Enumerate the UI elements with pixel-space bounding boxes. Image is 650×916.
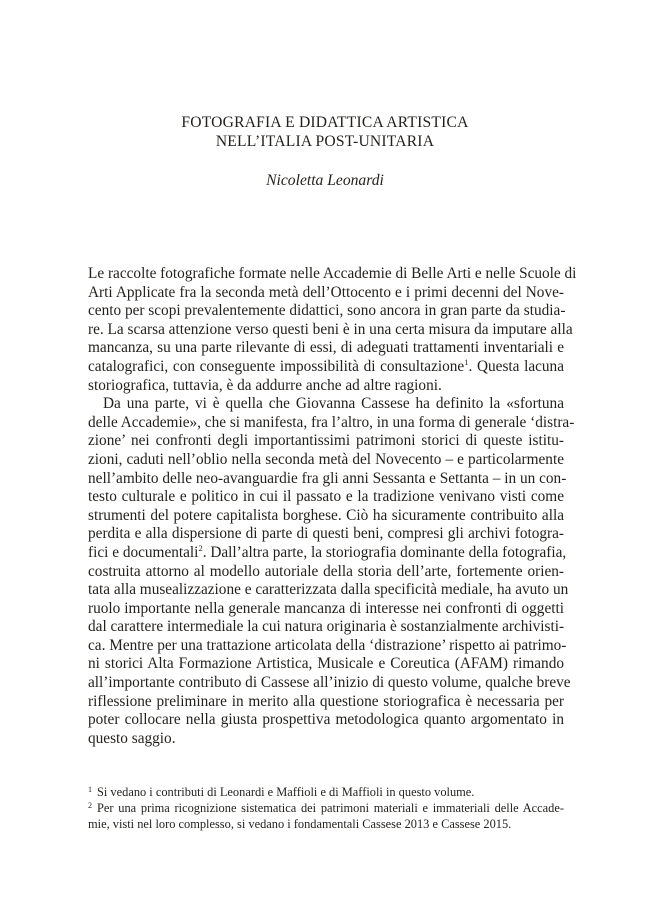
- text-segment: . Dall’altra parte, la storiografia dominante della fotografia,: [202, 543, 567, 561]
- article-body: [88, 265, 577, 748]
- footnote: [88, 784, 564, 800]
- paragraph: [88, 395, 575, 748]
- text-line: tata alla musealizzazione e caratterizzata dalla specificità mediale, ha avuto un: [88, 581, 569, 599]
- text-line: cento per scopi prevalentemente didattici, sono ancora in gran parte da studia-: [88, 302, 566, 320]
- text-line: ruolo importante nella generale mancanza di interesse nei confronti di oggetti: [88, 599, 564, 617]
- text-line: poter collocare nella giusta prospettiva metodologica quanto argomentato in: [88, 711, 564, 729]
- text-line: riflessione preliminare in merito alla questione storiografica è necessaria per: [88, 692, 564, 710]
- article-title: [0, 113, 650, 151]
- text-line: re. La scarsa attenzione verso questi beni è in una certa misura da imputare alla: [88, 320, 573, 338]
- text-line: zione’ nei confronti degli importantissimi patrimoni storici di queste istitu-: [88, 432, 564, 450]
- text-segment: fici e documentali: [88, 543, 199, 561]
- text-line: nell’ambito delle neo-avanguardie fra gli anni Sessanta e Settanta – in un con-: [88, 469, 567, 487]
- text-line: Le raccolte fotografiche formate nelle Accademie di Belle Arti e nelle Scuole di: [88, 265, 577, 282]
- title-line: FOTOGRAFIA E DIDATTICA ARTISTICA: [181, 114, 469, 131]
- footnote-reference[interactable]: 2: [198, 542, 203, 553]
- text-line: [88, 542, 567, 563]
- footnote-mark: 2: [88, 801, 92, 811]
- text-line: delle Accademie», che si manifesta, fra l’altro, in una forma di generale ‘distra-: [88, 413, 575, 431]
- text-line: costruita attorno al modello autoriale della storia dell’arte, fortemente orien-: [88, 562, 564, 580]
- footnote-continuation: mie, visti nel loro complesso, si vedano i fondamentali Cassese 2013 e Cassese 2015.: [88, 817, 512, 832]
- text-line: [88, 358, 564, 377]
- footnote-mark: 1: [88, 785, 92, 794]
- text-line: questo saggio.: [88, 729, 176, 747]
- author-name: Nicoletta Leonardi: [266, 172, 384, 189]
- footnotes: [88, 784, 564, 833]
- text-line: storiografica, tuttavia, è da addurre anche ad altre ragioni.: [88, 376, 442, 394]
- text-line: Da una parte, vi è quella che Giovanna Cassese ha definito la «sfortuna: [103, 395, 564, 413]
- text-line: perdita e alla dispersione di parte di questi beni, compresi gli archivi fotogra-: [88, 525, 564, 543]
- footnote: [88, 800, 564, 816]
- text-line: ca. Mentre per una trattazione articolata della ‘distrazione’ rispetto ai patrimo-: [88, 636, 567, 654]
- text-line: mancanza, su una parte rilevante di essi, di adeguati trattamenti inventariali e: [88, 339, 564, 357]
- text-segment: catalografici, con conseguente impossibilità di consultazione: [88, 357, 465, 375]
- text-line: Arti Applicate fra la seconda metà dell’Ottocento e i primi decenni del Nove-: [88, 283, 564, 301]
- title-line: NELL’ITALIA POST-UNITARIA: [215, 133, 435, 150]
- text-line: dal carattere intermediale la cui natura originaria è sostanzialmente archivisti-: [88, 618, 565, 636]
- text-line: zioni, caduti nell’oblio nella seconda metà del Novecento – e particolarmente: [88, 450, 564, 468]
- text-line: testo culturale e politico in cui il passato e la tradizione venivano visti come: [88, 488, 564, 506]
- footnote-text: Per una prima ricognizione sistematica dei patrimoni materiali e immateriali delle Accade-: [97, 801, 564, 816]
- paragraph: [88, 265, 577, 395]
- text-line: strumenti del potere capitalista borghese. Ciò ha sicuramente contribuito alla: [88, 506, 564, 524]
- footnote-reference[interactable]: 1: [464, 356, 469, 367]
- text-segment: . Questa lacuna: [468, 357, 564, 375]
- footnote-text: Si vedano i contributi di Leonardi e Maffioli e di Maffioli in questo volume.: [97, 785, 475, 799]
- text-line: ni storici Alta Formazione Artistica, Musicale e Coreutica (AFAM) rimando: [88, 655, 564, 673]
- text-line: all’importante contributo di Cassese all’inizio di questo volume, qualche breve: [88, 674, 571, 692]
